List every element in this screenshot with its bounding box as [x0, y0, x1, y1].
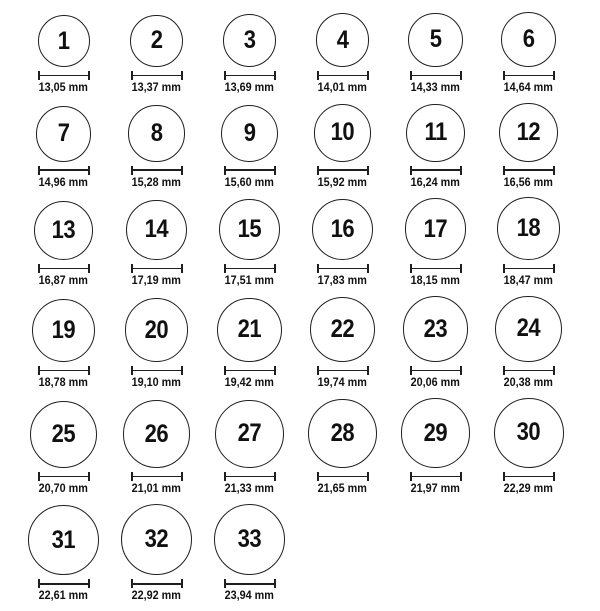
bracket-right-tick: [460, 366, 462, 375]
ring-size-item: [110, 504, 203, 604]
measure-bracket: [38, 366, 90, 375]
ring-size-item: [203, 298, 296, 391]
bracket-right-tick: [274, 264, 276, 273]
ring-circle: [501, 12, 556, 67]
measure-bracket: [224, 71, 276, 80]
ring-size-item: [389, 296, 482, 390]
ring-size-number: 30: [516, 418, 541, 447]
ring-size-item: [296, 399, 389, 496]
diameter-label: 17,19 mm: [131, 274, 182, 287]
bracket-line: [131, 268, 183, 270]
ring-circle: [36, 106, 92, 162]
ring-size-number: 8: [150, 119, 163, 148]
ring-size-item: [296, 104, 389, 190]
bracket-line: [410, 370, 462, 372]
bracket-line: [317, 476, 369, 478]
ring-size-number: 26: [144, 419, 169, 448]
ring-circle: [34, 201, 93, 260]
ring-circle: [405, 198, 467, 260]
ring-size-number: 33: [237, 525, 262, 554]
bracket-right-tick: [367, 366, 369, 375]
measure-bracket: [503, 71, 555, 80]
ring-circle: [406, 104, 464, 162]
ring-size-item: [389, 398, 482, 496]
ring-circle: [310, 297, 375, 362]
measure-bracket: [38, 579, 90, 588]
ring-size-item: [203, 14, 296, 96]
bracket-right-tick: [553, 472, 555, 481]
diameter-label: 20,38 mm: [503, 377, 554, 390]
bracket-line: [410, 476, 462, 478]
ring-circle: [128, 105, 184, 161]
bracket-line: [317, 268, 369, 270]
ring-size-item: [203, 504, 296, 605]
bracket-right-tick: [88, 166, 90, 175]
ring-size-item: [203, 105, 296, 191]
ring-size-number: 19: [51, 315, 76, 344]
bracket-line: [503, 169, 555, 171]
diameter-label: 21,33 mm: [224, 482, 275, 495]
ring-size-number: 9: [243, 118, 256, 147]
ring-size-item: [110, 298, 203, 391]
bracket-line: [131, 476, 183, 478]
diameter-label: 13,69 mm: [224, 82, 275, 95]
ring-circle: [219, 199, 280, 260]
measure-bracket: [503, 264, 555, 273]
measure-bracket: [224, 472, 276, 481]
ring-size-number: 1: [57, 26, 70, 55]
bracket-right-tick: [274, 71, 276, 80]
diameter-label: 18,78 mm: [38, 377, 89, 390]
ring-size-item: [389, 198, 482, 289]
bracket-right-tick: [88, 366, 90, 375]
ring-size-number: 2: [150, 26, 163, 55]
measure-bracket: [131, 472, 183, 481]
measure-bracket: [410, 472, 462, 481]
bracket-right-tick: [460, 71, 462, 80]
bracket-line: [317, 370, 369, 372]
bracket-right-tick: [274, 472, 276, 481]
diameter-label: 16,24 mm: [410, 176, 461, 189]
ring-circle: [121, 504, 192, 575]
measure-bracket: [317, 366, 369, 375]
ring-size-item: [482, 197, 575, 288]
measure-bracket: [224, 264, 276, 273]
bracket-line: [410, 169, 462, 171]
ring-size-number: 20: [144, 315, 169, 344]
bracket-line: [410, 268, 462, 270]
ring-size-item: [17, 299, 110, 391]
measure-bracket: [503, 472, 555, 481]
diameter-label: 15,28 mm: [131, 176, 182, 189]
ring-size-number: 11: [424, 118, 447, 147]
ring-circle: [401, 398, 470, 467]
ring-size-item: [296, 297, 389, 391]
ring-size-item: [17, 15, 110, 96]
ring-size-number: 27: [237, 419, 262, 448]
bracket-line: [503, 268, 555, 270]
ring-size-row: [17, 398, 600, 497]
ring-size-item: [482, 12, 575, 96]
bracket-right-tick: [181, 579, 183, 588]
diameter-label: 15,60 mm: [224, 176, 275, 189]
ring-circle: [125, 298, 189, 362]
ring-size-item: [482, 103, 575, 191]
ring-size-number: 22: [330, 315, 355, 344]
ring-size-row: [17, 197, 600, 288]
diameter-label: 21,65 mm: [317, 482, 368, 495]
diameter-label: 13,37 mm: [131, 82, 182, 95]
measure-bracket: [131, 579, 183, 588]
bracket-line: [224, 169, 276, 171]
measure-bracket: [503, 366, 555, 375]
ring-circle: [221, 105, 278, 162]
ring-size-number: 15: [237, 215, 262, 244]
ring-size-item: [482, 398, 575, 497]
ring-size-item: [296, 199, 389, 289]
diameter-label: 19,42 mm: [224, 377, 275, 390]
bracket-right-tick: [181, 264, 183, 273]
ring-size-item: [296, 13, 389, 96]
bracket-line: [224, 268, 276, 270]
diameter-label: 22,92 mm: [131, 590, 182, 603]
diameter-label: 14,33 mm: [410, 82, 461, 95]
ring-size-row: [17, 296, 600, 391]
ring-size-item: [110, 105, 203, 190]
measure-bracket: [317, 166, 369, 175]
diameter-label: 20,70 mm: [38, 482, 89, 495]
diameter-label: 22,29 mm: [503, 482, 554, 495]
bracket-right-tick: [553, 264, 555, 273]
ring-circle: [308, 399, 377, 468]
ring-circle: [28, 505, 99, 576]
bracket-right-tick: [367, 264, 369, 273]
bracket-line: [503, 370, 555, 372]
ring-size-item: [389, 104, 482, 191]
measure-bracket: [317, 472, 369, 481]
measure-bracket: [317, 71, 369, 80]
ring-circle: [126, 200, 186, 260]
ring-size-number: 6: [522, 25, 535, 54]
bracket-right-tick: [367, 472, 369, 481]
bracket-line: [38, 370, 90, 372]
ring-size-item: [17, 201, 110, 289]
bracket-right-tick: [274, 579, 276, 588]
ring-size-number: 25: [51, 419, 76, 448]
ring-size-item: [482, 296, 575, 391]
ring-circle: [316, 13, 370, 67]
ring-size-number: 16: [330, 214, 355, 243]
ring-size-row: [17, 12, 600, 96]
bracket-right-tick: [274, 166, 276, 175]
measure-bracket: [410, 366, 462, 375]
bracket-right-tick: [88, 579, 90, 588]
ring-size-item: [110, 15, 203, 96]
ring-size-number: 31: [51, 525, 76, 554]
diameter-label: 18,47 mm: [503, 274, 554, 287]
diameter-label: 19,74 mm: [317, 377, 368, 390]
measure-bracket: [131, 166, 183, 175]
ring-circle: [123, 400, 191, 468]
ring-circle: [223, 14, 276, 67]
diameter-label: 23,94 mm: [224, 590, 275, 603]
ring-size-number: 21: [237, 315, 262, 344]
bracket-right-tick: [460, 472, 462, 481]
ring-size-number: 7: [57, 119, 70, 148]
diameter-label: 14,96 mm: [38, 176, 89, 189]
bracket-line: [317, 169, 369, 171]
ring-circle: [38, 15, 90, 67]
ring-circle: [130, 15, 183, 68]
ring-size-number: 3: [243, 26, 256, 54]
bracket-right-tick: [181, 472, 183, 481]
ring-circle: [403, 296, 469, 362]
bracket-right-tick: [367, 166, 369, 175]
bracket-right-tick: [181, 71, 183, 80]
ring-size-number: 14: [144, 215, 169, 244]
diameter-label: 21,01 mm: [131, 482, 182, 495]
ring-size-item: [17, 401, 110, 497]
diameter-label: 17,83 mm: [317, 274, 368, 287]
ring-size-number: 18: [516, 214, 541, 243]
diameter-label: 20,06 mm: [410, 377, 461, 390]
diameter-label: 18,15 mm: [410, 274, 461, 287]
diameter-label: 13,05 mm: [38, 82, 89, 95]
ring-circle: [497, 197, 560, 260]
bracket-right-tick: [553, 366, 555, 375]
ring-size-item: [203, 199, 296, 288]
bracket-right-tick: [367, 71, 369, 80]
diameter-label: 14,64 mm: [503, 82, 554, 95]
ring-size-row: [17, 504, 600, 605]
ring-size-item: [17, 505, 110, 604]
ring-size-item: [17, 106, 110, 190]
measure-bracket: [503, 166, 555, 175]
bracket-line: [38, 75, 90, 77]
ring-size-number: 4: [336, 25, 349, 54]
measure-bracket: [224, 166, 276, 175]
measure-bracket: [131, 71, 183, 80]
measure-bracket: [38, 71, 90, 80]
bracket-line: [503, 476, 555, 478]
diameter-label: 16,56 mm: [503, 176, 554, 189]
ring-circle: [215, 400, 283, 468]
diameter-label: 21,97 mm: [410, 482, 461, 495]
ring-size-number: 29: [423, 418, 448, 447]
bracket-line: [38, 583, 90, 585]
diameter-label: 22,61 mm: [38, 590, 89, 603]
diameter-label: 16,87 mm: [38, 274, 89, 287]
bracket-line: [131, 75, 183, 77]
measure-bracket: [131, 264, 183, 273]
bracket-line: [131, 583, 183, 585]
bracket-line: [224, 75, 276, 77]
ring-circle: [408, 13, 463, 68]
bracket-line: [131, 370, 183, 372]
ring-size-number: 12: [516, 117, 541, 146]
ring-size-number: 28: [330, 419, 355, 448]
ring-circle: [32, 299, 95, 362]
bracket-line: [38, 268, 90, 270]
measure-bracket: [317, 264, 369, 273]
bracket-right-tick: [460, 166, 462, 175]
ring-circle: [217, 298, 281, 362]
bracket-right-tick: [460, 264, 462, 273]
measure-bracket: [38, 166, 90, 175]
bracket-line: [224, 476, 276, 478]
measure-bracket: [38, 264, 90, 273]
bracket-line: [224, 583, 276, 585]
bracket-right-tick: [88, 71, 90, 80]
bracket-line: [38, 476, 90, 478]
ring-circle: [214, 504, 286, 576]
ring-size-number: 32: [144, 525, 169, 554]
ring-size-row: [17, 103, 600, 191]
ring-size-number: 5: [429, 25, 442, 54]
ring-circle: [30, 401, 97, 468]
ring-size-item: [110, 400, 203, 496]
diameter-label: 14,01 mm: [317, 82, 368, 95]
ring-size-item: [203, 400, 296, 497]
measure-bracket: [131, 366, 183, 375]
measure-bracket: [410, 71, 462, 80]
ring-circle: [494, 398, 564, 468]
ring-size-number: 23: [423, 314, 448, 343]
bracket-line: [317, 75, 369, 77]
bracket-right-tick: [274, 366, 276, 375]
ring-circle: [314, 104, 372, 162]
diameter-label: 17,51 mm: [224, 274, 275, 287]
bracket-line: [503, 75, 555, 77]
bracket-right-tick: [88, 264, 90, 273]
bracket-line: [410, 75, 462, 77]
ring-size-item: [110, 200, 203, 289]
bracket-right-tick: [553, 166, 555, 175]
bracket-line: [224, 370, 276, 372]
measure-bracket: [224, 579, 276, 588]
ring-size-number: 17: [423, 214, 448, 243]
bracket-line: [38, 169, 90, 171]
ring-size-number: 24: [516, 314, 541, 343]
ring-circle: [499, 103, 558, 162]
ring-circle: [312, 199, 373, 260]
ring-size-number: 10: [330, 118, 355, 147]
bracket-right-tick: [88, 472, 90, 481]
bracket-line: [131, 169, 183, 171]
measure-bracket: [410, 166, 462, 175]
bracket-right-tick: [181, 366, 183, 375]
diameter-label: 15,92 mm: [317, 176, 368, 189]
bracket-right-tick: [553, 71, 555, 80]
bracket-right-tick: [181, 166, 183, 175]
ring-size-item: [389, 13, 482, 96]
measure-bracket: [38, 472, 90, 481]
ring-size-number: 13: [51, 215, 76, 244]
measure-bracket: [224, 366, 276, 375]
diameter-label: 19,10 mm: [131, 377, 182, 390]
ring-circle: [495, 296, 561, 362]
measure-bracket: [410, 264, 462, 273]
